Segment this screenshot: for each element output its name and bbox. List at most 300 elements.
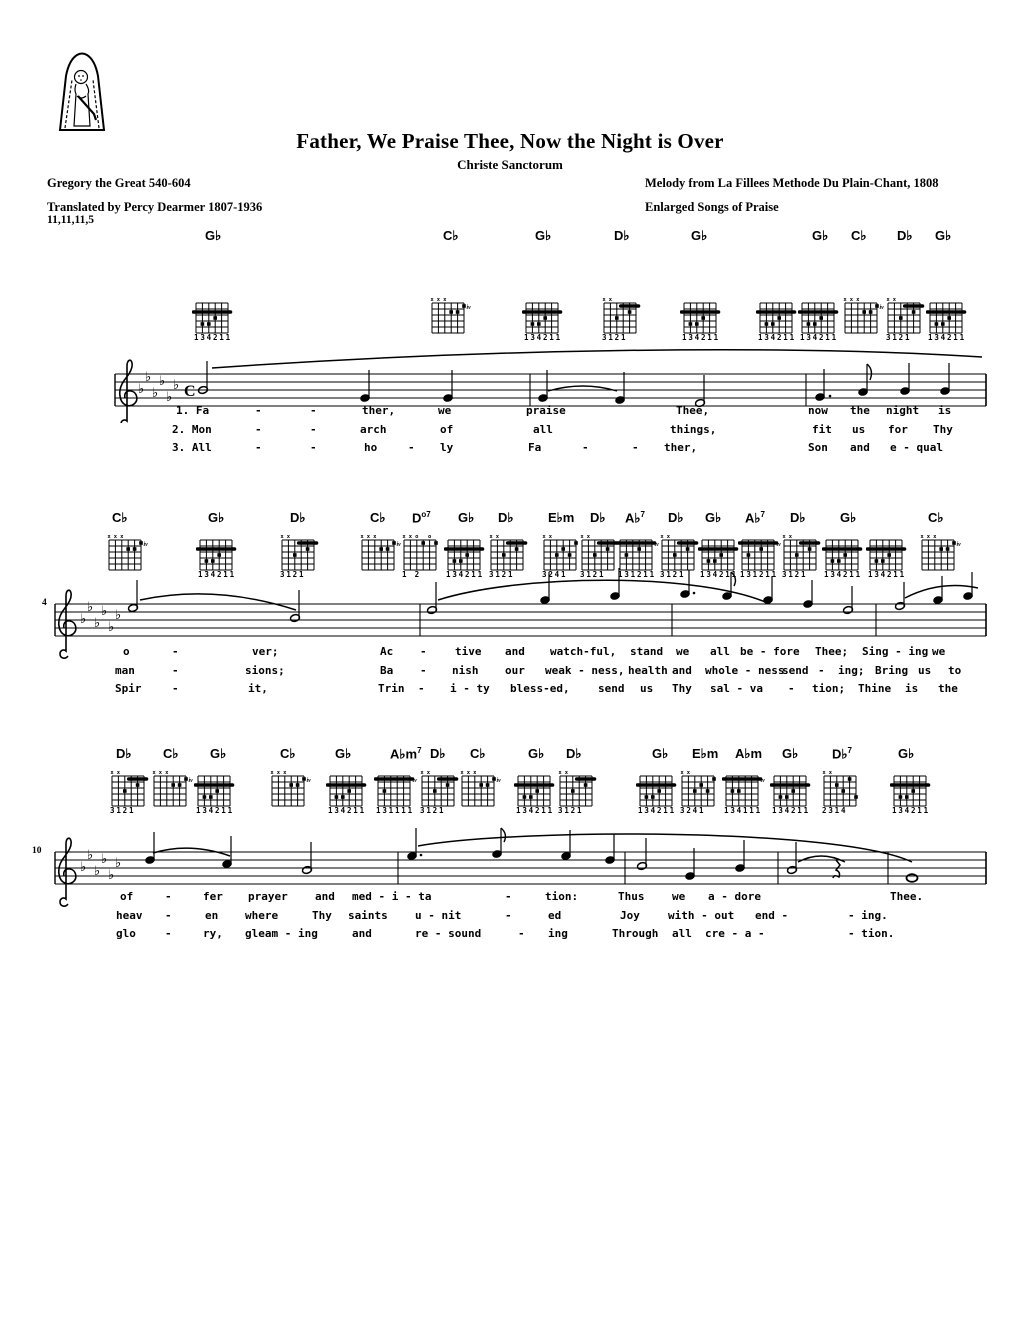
lyric-syllable: and xyxy=(850,441,870,454)
measure-number: 10 xyxy=(32,846,42,856)
svg-text:♭: ♭ xyxy=(94,616,101,631)
fingering-label: 3121 xyxy=(660,570,686,579)
chord-label: D♭ xyxy=(668,510,684,525)
lyric-syllable: it, xyxy=(248,682,268,695)
svg-text:x: x xyxy=(152,770,156,776)
svg-text:x: x xyxy=(158,770,163,776)
svg-text:x: x xyxy=(666,534,671,540)
notes xyxy=(128,568,978,622)
lyric-syllable: tion; xyxy=(812,682,846,695)
lyric-syllable: send xyxy=(598,682,625,695)
lyric-syllable: Thus xyxy=(618,890,645,903)
lyric-syllable: is xyxy=(905,682,919,695)
svg-text:♭: ♭ xyxy=(115,856,122,871)
lyric-syllable: Fa xyxy=(528,441,542,454)
svg-text:x: x xyxy=(828,770,833,776)
lyric-syllable: watch-ful, xyxy=(550,645,617,658)
lyric-syllable: ho xyxy=(364,441,378,454)
fingering-label: 2314 xyxy=(822,806,848,815)
time-signature: C xyxy=(184,383,196,400)
lyric-syllable: whole - ness xyxy=(705,663,785,677)
guitar-chord-diagram xyxy=(108,768,152,815)
lyric-syllable: Through xyxy=(612,927,659,940)
lyric-syllable: praise xyxy=(526,404,566,417)
key-signature-flats xyxy=(138,370,179,405)
chord-label: G♭ xyxy=(458,510,475,525)
saint-figure-logo xyxy=(50,50,114,134)
guitar-chord-diagram xyxy=(105,532,149,571)
svg-text:x: x xyxy=(602,297,606,303)
lyric-syllable: Spir xyxy=(115,682,142,695)
guitar-chord-diagram xyxy=(194,768,238,815)
lyric-syllable: us xyxy=(918,663,932,677)
chord-label: A♭m xyxy=(735,746,763,761)
svg-text:x: x xyxy=(660,534,664,540)
fingering-label: 134211 xyxy=(516,806,554,815)
chord-label: G♭ xyxy=(208,510,225,525)
guitar-chord-diagram xyxy=(890,768,934,815)
svg-text:x: x xyxy=(420,770,424,776)
lyric-syllable: ed xyxy=(548,908,562,922)
lyric-syllable: send xyxy=(782,663,809,677)
lyric-syllable: the xyxy=(850,404,870,417)
fingering-label: 131111 xyxy=(376,806,414,815)
lyric-syllable: gleam - ing xyxy=(245,927,318,940)
page-title: Father, We Praise Thee, Now the Night is Over xyxy=(296,129,724,153)
fingering-label: 134211 xyxy=(328,806,366,815)
lyric-syllable: fit xyxy=(812,422,832,436)
chord-label: G♭ xyxy=(935,228,952,243)
chord-label: $A♭m^7$ xyxy=(390,746,422,762)
lyric-syllable: we xyxy=(676,645,690,658)
lyric-syllable: all xyxy=(710,645,730,658)
lyric-syllable: - xyxy=(632,441,639,454)
lyric-syllable: with - out xyxy=(668,908,735,922)
lyric-syllable: sions; xyxy=(245,663,285,677)
svg-text:x: x xyxy=(849,297,854,303)
svg-text:♭: ♭ xyxy=(101,852,108,867)
fingering-label: 134211 xyxy=(758,333,796,342)
guitar-chord-diagram xyxy=(722,768,766,815)
svg-text:iv: iv xyxy=(654,542,659,548)
guitar-chord-diagram xyxy=(820,768,864,815)
svg-text:x: x xyxy=(933,534,937,540)
fingering-label: 3121 xyxy=(280,570,306,579)
lyric-syllable: re - sound xyxy=(415,927,482,940)
svg-text:x: x xyxy=(608,297,613,303)
svg-text:x: x xyxy=(892,297,897,303)
lyric-syllable: for xyxy=(888,422,908,436)
tune-name: Christe Sanctorum xyxy=(457,157,563,172)
source-credit: Enlarged Songs of Praise xyxy=(645,200,779,214)
lyric-syllable: Thee. xyxy=(890,890,924,903)
chord-label: D♭ xyxy=(614,228,630,243)
svg-text:x: x xyxy=(460,770,464,776)
lyric-syllable: Bring xyxy=(875,663,909,677)
lyric-syllable: Ac xyxy=(380,645,394,658)
chord-label: D♭ xyxy=(116,746,132,761)
svg-text:x: x xyxy=(360,534,364,540)
lyric-syllable: ther, xyxy=(362,404,396,417)
svg-text:x: x xyxy=(586,534,591,540)
lyric-syllable: - xyxy=(582,441,589,454)
fingering-label: 134211 xyxy=(772,806,810,815)
svg-text:iv: iv xyxy=(143,542,148,548)
fingering-label: 134211 xyxy=(800,333,838,342)
lyric-syllable: e - qual xyxy=(890,441,943,454)
svg-text:♭: ♭ xyxy=(94,864,101,879)
svg-text:x: x xyxy=(822,770,826,776)
lyric-syllable: - xyxy=(165,927,172,940)
chord-label: G♭ xyxy=(782,746,799,761)
quarter-rest xyxy=(833,860,840,878)
chord-label: E♭m xyxy=(692,746,719,761)
lyric-syllable: 2. Mon xyxy=(172,422,212,436)
svg-text:x: x xyxy=(113,534,118,540)
fingering-label: 134211 xyxy=(682,333,720,342)
lyric-syllable: health xyxy=(628,663,668,677)
guitar-chord-diagram xyxy=(798,295,842,342)
chord-label: A♭$^7$ xyxy=(625,510,645,526)
whole-note xyxy=(907,874,918,882)
lyric-syllable: man xyxy=(115,663,135,677)
lyric-syllable: tive xyxy=(455,645,482,658)
lyric-syllable: 1. Fa xyxy=(176,404,210,417)
svg-text:x: x xyxy=(283,770,287,776)
chord-label: G♭ xyxy=(205,228,222,243)
svg-text:x: x xyxy=(473,770,477,776)
lyric-syllable: night xyxy=(886,404,920,417)
guitar-chord-diagram xyxy=(268,768,312,807)
svg-text:x: x xyxy=(558,770,562,776)
svg-text:x: x xyxy=(686,770,691,776)
svg-text:♭: ♭ xyxy=(108,868,115,883)
svg-text:x: x xyxy=(886,297,890,303)
svg-text:iv: iv xyxy=(396,542,401,548)
guitar-chord-diagram xyxy=(770,768,814,815)
fingering-label: 3121 xyxy=(558,806,584,815)
svg-text:♭: ♭ xyxy=(138,382,145,397)
guitar-chord-diagram xyxy=(636,768,680,815)
lyric-syllable: - xyxy=(172,682,179,695)
lyric-syllable: stand xyxy=(630,645,664,658)
chord-label: G♭ xyxy=(691,228,708,243)
lyric-syllable: arch xyxy=(360,422,387,436)
measure-number: 4 xyxy=(42,598,47,608)
chord-label: C♭ xyxy=(163,746,179,761)
svg-text:♭: ♭ xyxy=(87,600,94,615)
chord-label: G♭ xyxy=(335,746,352,761)
chord-label: C♭ xyxy=(851,228,867,243)
guitar-chord-diagram xyxy=(756,295,800,342)
chord-label: D♭ xyxy=(430,746,446,761)
guitar-chord-diagram xyxy=(358,532,402,571)
chord-label: D♭ xyxy=(498,510,514,525)
guitar-chord-diagram xyxy=(514,768,558,815)
svg-text:x: x xyxy=(110,770,114,776)
svg-text:x: x xyxy=(286,534,291,540)
lyric-syllable: bless-ed, xyxy=(510,682,570,695)
lyric-syllable: glo xyxy=(116,927,136,940)
chord-label: C♭ xyxy=(443,228,459,243)
svg-text:x: x xyxy=(116,770,121,776)
lyric-syllable: sal - va xyxy=(710,682,763,695)
lyric-syllable: Joy xyxy=(620,908,640,922)
guitar-chord-diagram xyxy=(192,295,236,342)
chord-label: A♭$^7$ xyxy=(745,510,765,526)
lyric-syllable: - xyxy=(255,422,262,436)
svg-text:x: x xyxy=(843,297,847,303)
lyric-syllable: Trin xyxy=(378,682,405,695)
chord-label: D♭$^7$ xyxy=(832,746,852,762)
notes xyxy=(198,350,982,408)
chord-label: D♭ xyxy=(590,510,606,525)
lyric-syllable: all xyxy=(672,927,692,940)
lyric-syllable: and xyxy=(315,890,335,903)
fingering-label: 131211 xyxy=(740,570,778,579)
fingering-label: 131211 xyxy=(618,570,656,579)
lyric-syllable: is xyxy=(938,404,952,417)
fingering-label: 3121 xyxy=(110,806,136,815)
svg-text:x: x xyxy=(436,297,441,303)
lyric-syllable: - xyxy=(788,682,795,695)
lyric-syllable: Sing - ing xyxy=(862,645,929,658)
lyric-syllable: things, xyxy=(670,422,717,436)
svg-text:x: x xyxy=(276,770,281,776)
guitar-chord-diagram xyxy=(458,768,502,807)
svg-text:x: x xyxy=(856,297,860,303)
lyric-syllable: - xyxy=(420,645,427,658)
svg-text:♭: ♭ xyxy=(166,390,173,405)
chord-label: C♭ xyxy=(112,510,128,525)
svg-text:o: o xyxy=(427,534,432,540)
svg-text:x: x xyxy=(402,534,406,540)
svg-text:x: x xyxy=(788,534,793,540)
lyric-syllable: ing xyxy=(548,927,568,940)
svg-text:x: x xyxy=(580,534,584,540)
svg-text:iv: iv xyxy=(496,778,501,784)
lyric-syllable: all xyxy=(533,422,553,436)
melody-credit: Melody from La Fillees Methode Du Plain-Chant, 1808 xyxy=(645,176,939,190)
svg-text:iv: iv xyxy=(760,778,765,784)
lyric-syllable: - xyxy=(255,441,262,454)
key-signature-flats xyxy=(80,600,121,635)
svg-text:x: x xyxy=(564,770,569,776)
lyric-syllable: Thy xyxy=(672,682,692,695)
lyric-syllable: - xyxy=(420,663,427,677)
lyric-syllable: ther, xyxy=(664,441,698,454)
lyric-syllable: a - dore xyxy=(708,890,761,903)
chord-label: C♭ xyxy=(470,746,486,761)
chord-label: G♭ xyxy=(535,228,552,243)
svg-text:♭: ♭ xyxy=(101,604,108,619)
fingering-label: 3121 xyxy=(886,333,912,342)
chord-label: C♭ xyxy=(280,746,296,761)
guitar-chord-diagram xyxy=(428,295,472,334)
lyric-syllable: - xyxy=(505,908,512,922)
svg-text:iv: iv xyxy=(412,778,417,784)
svg-text:x: x xyxy=(926,534,931,540)
chord-label: G♭ xyxy=(840,510,857,525)
lyric-syllable: be - fore xyxy=(740,645,800,658)
guitar-chord-diagram xyxy=(680,295,724,342)
svg-text:x: x xyxy=(426,770,431,776)
chord-label: G♭ xyxy=(705,510,722,525)
lyric-syllable: we xyxy=(932,645,946,658)
lyric-syllable: heav xyxy=(116,908,143,922)
fingering-label: 134211 xyxy=(524,333,562,342)
lyric-syllable: prayer xyxy=(248,890,288,903)
guitar-chord-diagram xyxy=(150,768,194,807)
chord-name-row xyxy=(0,746,1020,764)
chord-label: G♭ xyxy=(652,746,669,761)
lyric-syllable: Thy xyxy=(312,908,332,922)
lyric-syllable: we xyxy=(672,890,686,903)
guitar-chord-diagram xyxy=(926,295,970,342)
lyric-syllable: and xyxy=(505,645,525,658)
lyric-syllable: - xyxy=(310,422,317,436)
fingering-label: 134211 xyxy=(892,806,930,815)
lyric-syllable: Thee, xyxy=(676,404,710,417)
lyric-syllable: the xyxy=(938,682,958,695)
lyric-syllable: - xyxy=(165,890,172,903)
lyric-syllable: weak - ness, xyxy=(545,663,625,677)
guitar-chord-diagram xyxy=(918,532,962,571)
guitar-chord-diagram xyxy=(522,295,566,342)
meter-label: 11,11,11,5 xyxy=(47,214,94,226)
lyric-syllable: - xyxy=(408,441,415,454)
chord-label: E♭m xyxy=(548,510,575,525)
svg-text:♭: ♭ xyxy=(80,860,87,875)
lyric-syllable: - xyxy=(255,404,262,417)
chord-label: D♭ xyxy=(566,746,582,761)
guitar-chord-diagram xyxy=(326,768,370,815)
chord-label: G♭ xyxy=(210,746,227,761)
guitar-chord-diagram xyxy=(374,768,418,815)
lyric-syllable: fer xyxy=(203,890,223,903)
translator-credit: Translated by Percy Dearmer 1807-1936 xyxy=(47,200,263,214)
lyric-syllable: our xyxy=(505,663,525,677)
fingering-label: 134211 xyxy=(198,570,236,579)
lyric-syllable: 3. All xyxy=(172,441,212,454)
lyric-syllable: Thine xyxy=(858,682,892,695)
lyric-syllable: - tion. xyxy=(848,927,895,940)
chord-name-row xyxy=(0,228,1020,246)
lyric-syllable: and xyxy=(672,663,692,677)
lyric-syllable: us xyxy=(852,422,866,436)
lyric-syllable: of xyxy=(440,422,454,436)
lyric-syllable: cre - a - xyxy=(705,927,765,940)
lyric-syllable: to xyxy=(948,663,962,677)
fingering-label: 3121 xyxy=(782,570,808,579)
lyric-syllable: Thy xyxy=(933,422,953,436)
treble-clef-icon xyxy=(59,590,76,658)
svg-text:x: x xyxy=(373,534,377,540)
lyric-syllable: - xyxy=(505,890,512,903)
chord-label: C♭ xyxy=(370,510,386,525)
svg-text:x: x xyxy=(782,534,786,540)
svg-text:♭: ♭ xyxy=(87,848,94,863)
chord-label: $D^{o7}$ xyxy=(412,510,431,526)
lyric-syllable: - xyxy=(418,682,425,695)
svg-text:x: x xyxy=(489,534,493,540)
fingering-label: 134211 xyxy=(700,570,738,579)
lyric-syllable: and xyxy=(352,927,372,940)
guitar-chord-diagram xyxy=(600,295,644,342)
svg-text:x: x xyxy=(548,534,553,540)
guitar-chord-diagram xyxy=(556,768,600,815)
lyric-syllable: now xyxy=(808,404,828,417)
fingering-label: 134211 xyxy=(194,333,232,342)
svg-text:♭: ♭ xyxy=(80,612,87,627)
svg-text:x: x xyxy=(366,534,371,540)
chord-label: G♭ xyxy=(528,746,545,761)
lyric-syllable: Son xyxy=(808,441,828,454)
fingering-label: 134211 xyxy=(446,570,484,579)
chord-diagram-row xyxy=(0,295,1020,347)
fingering-label: 3121 xyxy=(489,570,515,579)
svg-text:x: x xyxy=(430,297,434,303)
guitar-chord-diagram xyxy=(418,768,462,815)
lyric-syllable: u - nit xyxy=(415,908,462,922)
author-credit: Gregory the Great 540-604 xyxy=(47,176,191,190)
chord-label: G♭ xyxy=(898,746,915,761)
treble-clef-icon xyxy=(59,838,76,906)
lyric-syllable: - ing. xyxy=(848,908,888,922)
lyric-syllable: where xyxy=(245,908,279,922)
svg-text:♭: ♭ xyxy=(108,620,115,635)
lyric-syllable: ver; xyxy=(252,645,279,658)
chord-label: D♭ xyxy=(897,228,913,243)
svg-text:x: x xyxy=(443,297,447,303)
svg-text:iv: iv xyxy=(879,305,884,311)
svg-text:x: x xyxy=(120,534,124,540)
svg-text:x: x xyxy=(495,534,500,540)
svg-text:x: x xyxy=(680,770,684,776)
svg-text:iv: iv xyxy=(188,778,193,784)
notes xyxy=(145,828,918,882)
svg-text:x: x xyxy=(107,534,111,540)
lyric-syllable: - xyxy=(165,908,172,922)
lyric-syllable: ry, xyxy=(203,927,223,940)
svg-text:x: x xyxy=(280,534,284,540)
lyric-syllable: we xyxy=(438,404,452,417)
fingering-label: 134211 xyxy=(824,570,862,579)
lyric-syllable: of xyxy=(120,890,134,903)
fingering-label: 3121 xyxy=(420,806,446,815)
fingering-label: 134211 xyxy=(868,570,906,579)
lyric-syllable: - xyxy=(172,663,179,677)
lyric-syllable: Thee; xyxy=(815,645,849,658)
guitar-chord-diagram xyxy=(841,295,885,334)
svg-text:♭: ♭ xyxy=(173,378,180,393)
svg-text:iv: iv xyxy=(956,542,961,548)
fingering-label: 134211 xyxy=(928,333,966,342)
chord-diagram-row xyxy=(0,768,1020,820)
svg-text:iv: iv xyxy=(466,305,471,311)
svg-text:x: x xyxy=(270,770,274,776)
fingering-label: 134211 xyxy=(196,806,234,815)
fingering-label: 3241 xyxy=(542,570,568,579)
lyric-syllable: ly xyxy=(440,441,454,454)
svg-text:♭: ♭ xyxy=(145,370,152,385)
lyric-syllable: - xyxy=(310,441,317,454)
fingering-label: 134211 xyxy=(638,806,676,815)
lyric-syllable: med - i - ta xyxy=(352,890,432,903)
lyric-syllable: tion: xyxy=(545,890,579,903)
lyric-syllable: - xyxy=(518,927,525,940)
treble-clef-icon xyxy=(120,360,137,423)
